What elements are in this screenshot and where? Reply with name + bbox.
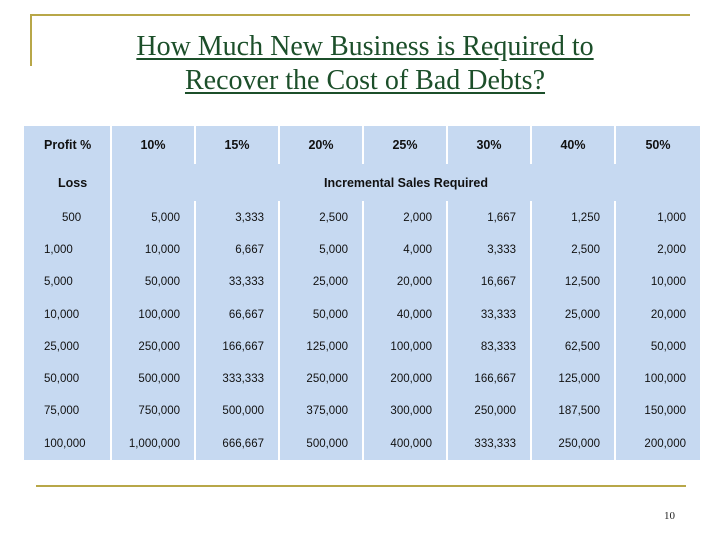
value-cell: 6,667 [195, 234, 279, 266]
value-cell: 500,000 [111, 363, 195, 395]
loss-cell: 25,000 [23, 331, 111, 363]
value-cell: 4,000 [363, 234, 447, 266]
table-row [23, 266, 701, 298]
value-cell: 20,000 [363, 266, 447, 298]
value-cell: 16,667 [447, 266, 531, 298]
value-cell: 100,000 [111, 298, 195, 330]
value-cell: 166,667 [195, 331, 279, 363]
value-cell: 1,000 [615, 201, 701, 233]
table-row [23, 363, 701, 395]
loss-cell: 1,000 [23, 234, 111, 266]
profit-col-header: 15% [195, 126, 279, 164]
value-cell: 50,000 [279, 298, 363, 330]
value-cell: 3,333 [195, 201, 279, 233]
value-cell: 66,667 [195, 298, 279, 330]
loss-cell: 500 [23, 201, 111, 233]
profit-col-header: 50% [615, 126, 701, 164]
value-cell: 20,000 [615, 298, 701, 330]
incremental-sales-header: Incremental Sales Required [111, 164, 701, 202]
profit-col-header: 40% [531, 126, 615, 164]
table-row [23, 234, 701, 266]
value-cell: 10,000 [615, 266, 701, 298]
value-cell: 250,000 [111, 331, 195, 363]
value-cell: 2,000 [615, 234, 701, 266]
value-cell: 375,000 [279, 395, 363, 427]
value-cell: 1,000,000 [111, 428, 195, 460]
value-cell: 250,000 [531, 428, 615, 460]
value-cell: 1,667 [447, 201, 531, 233]
value-cell: 2,500 [279, 201, 363, 233]
table-row [23, 298, 701, 330]
value-cell: 2,500 [531, 234, 615, 266]
value-cell: 1,250 [531, 201, 615, 233]
value-cell: 400,000 [363, 428, 447, 460]
profit-col-header: 20% [279, 126, 363, 164]
value-cell: 333,333 [447, 428, 531, 460]
table-row [23, 201, 701, 233]
profit-header: Profit % [23, 126, 111, 164]
value-cell: 5,000 [111, 201, 195, 233]
value-cell: 62,500 [531, 331, 615, 363]
value-cell: 3,333 [447, 234, 531, 266]
value-cell: 25,000 [279, 266, 363, 298]
loss-cell: 100,000 [23, 428, 111, 460]
value-cell: 150,000 [615, 395, 701, 427]
value-cell: 25,000 [531, 298, 615, 330]
incremental-sales-table [22, 126, 700, 460]
value-cell: 5,000 [279, 234, 363, 266]
value-cell: 33,333 [447, 298, 531, 330]
value-cell: 2,000 [363, 201, 447, 233]
page-number: 10 [664, 510, 675, 522]
value-cell: 100,000 [363, 331, 447, 363]
subheader-row [23, 164, 701, 202]
value-cell: 12,500 [531, 266, 615, 298]
profit-col-header: 30% [447, 126, 531, 164]
table-row [23, 428, 701, 460]
value-cell: 200,000 [615, 428, 701, 460]
loss-cell: 75,000 [23, 395, 111, 427]
loss-cell: 10,000 [23, 298, 111, 330]
slide-title [40, 30, 690, 98]
value-cell: 500,000 [279, 428, 363, 460]
profit-col-header: 25% [363, 126, 447, 164]
loss-header: Loss [23, 164, 111, 202]
value-cell: 500,000 [195, 395, 279, 427]
value-cell: 125,000 [279, 331, 363, 363]
value-cell: 40,000 [363, 298, 447, 330]
value-cell: 333,333 [195, 363, 279, 395]
left-accent-line [30, 14, 32, 66]
value-cell: 666,667 [195, 428, 279, 460]
title-line-1: How Much New Business is Required to [136, 31, 594, 62]
footer-accent-line [36, 485, 686, 487]
value-cell: 200,000 [363, 363, 447, 395]
profit-col-header: 10% [111, 126, 195, 164]
sales-grid [22, 126, 702, 460]
value-cell: 250,000 [279, 363, 363, 395]
header-row [23, 126, 701, 164]
loss-cell: 50,000 [23, 363, 111, 395]
value-cell: 33,333 [195, 266, 279, 298]
value-cell: 10,000 [111, 234, 195, 266]
loss-cell: 5,000 [23, 266, 111, 298]
value-cell: 125,000 [531, 363, 615, 395]
value-cell: 750,000 [111, 395, 195, 427]
value-cell: 100,000 [615, 363, 701, 395]
value-cell: 187,500 [531, 395, 615, 427]
table-row [23, 331, 701, 363]
value-cell: 300,000 [363, 395, 447, 427]
top-accent-line [30, 14, 690, 16]
value-cell: 166,667 [447, 363, 531, 395]
value-cell: 50,000 [111, 266, 195, 298]
title-line-2: Recover the Cost of Bad Debts? [184, 65, 546, 96]
table-row [23, 395, 701, 427]
value-cell: 50,000 [615, 331, 701, 363]
value-cell: 250,000 [447, 395, 531, 427]
value-cell: 83,333 [447, 331, 531, 363]
